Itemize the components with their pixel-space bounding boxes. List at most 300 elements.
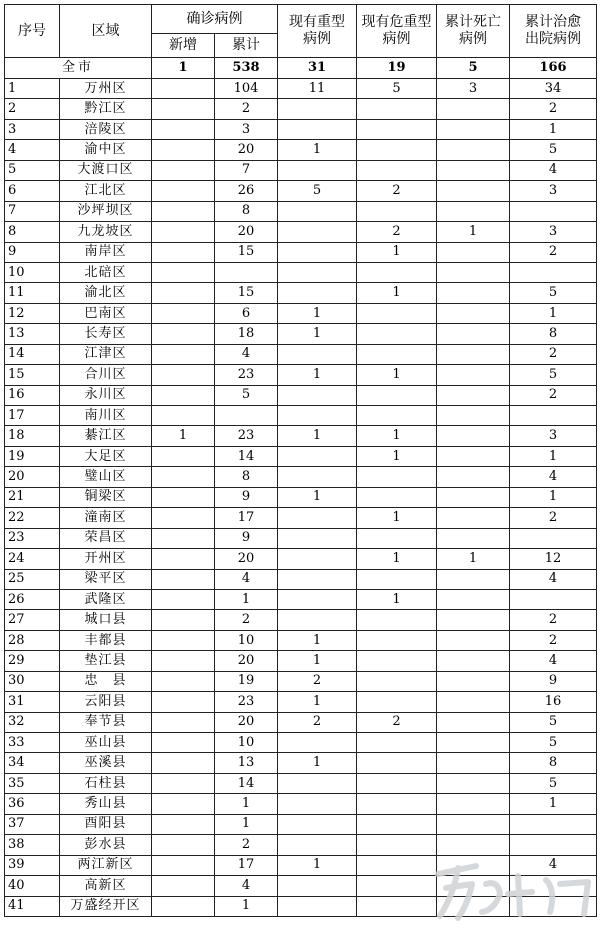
cell-new (152, 344, 215, 364)
cell-cumulative: 6 (215, 303, 278, 323)
cell-cumulative: 23 (215, 365, 278, 385)
cell-severe (278, 835, 357, 855)
cell-seq: 36 (5, 794, 60, 814)
cell-area: 开州区 (60, 549, 152, 569)
cell-seq: 38 (5, 835, 60, 855)
cell-cumulative: 8 (215, 201, 278, 221)
cell-cumulative: 19 (215, 671, 278, 691)
cell-critical: 1 (357, 589, 437, 609)
table-row (5, 835, 597, 855)
cell-cumulative (215, 262, 278, 282)
cell-area: 南岸区 (60, 242, 152, 262)
cell-cumulative: 20 (215, 222, 278, 242)
cell-area: 彭水县 (60, 835, 152, 855)
total-new: 1 (152, 58, 215, 79)
cell-severe: 1 (278, 630, 357, 650)
cell-new (152, 835, 215, 855)
cell-critical (357, 671, 437, 691)
cell-deaths (437, 773, 510, 793)
cell-critical (357, 324, 437, 344)
cell-cumulative: 2 (215, 99, 278, 119)
cell-severe (278, 569, 357, 589)
table-row (5, 528, 597, 548)
cell-cumulative: 20 (215, 140, 278, 160)
cell-new (152, 222, 215, 242)
cell-critical: 1 (357, 446, 437, 466)
cell-recovered (510, 528, 597, 548)
cell-recovered (510, 896, 597, 916)
cell-critical (357, 630, 437, 650)
cell-recovered: 9 (510, 671, 597, 691)
table-row (5, 896, 597, 916)
cell-recovered (510, 835, 597, 855)
cell-new (152, 242, 215, 262)
cell-deaths (437, 855, 510, 875)
cell-area: 秀山县 (60, 794, 152, 814)
cell-deaths: 3 (437, 79, 510, 99)
cell-severe (278, 896, 357, 916)
cell-seq: 16 (5, 385, 60, 405)
cell-critical (357, 814, 437, 834)
cell-area: 云阳县 (60, 692, 152, 712)
cell-area: 江津区 (60, 344, 152, 364)
cell-deaths (437, 733, 510, 753)
header-recovered-line2: 出院病例 (525, 31, 581, 47)
cell-seq: 28 (5, 630, 60, 650)
cell-deaths (437, 140, 510, 160)
cell-recovered (510, 262, 597, 282)
table-row (5, 467, 597, 487)
cell-cumulative: 2 (215, 835, 278, 855)
cell-severe (278, 589, 357, 609)
cell-cumulative: 1 (215, 896, 278, 916)
cell-area: 酉阳县 (60, 814, 152, 834)
cell-cumulative: 10 (215, 630, 278, 650)
cell-seq: 39 (5, 855, 60, 875)
cell-area: 涪陵区 (60, 119, 152, 139)
cell-recovered: 2 (510, 385, 597, 405)
cell-deaths (437, 569, 510, 589)
cell-severe: 1 (278, 324, 357, 344)
cell-severe: 5 (278, 181, 357, 201)
cell-recovered: 5 (510, 140, 597, 160)
cell-critical: 1 (357, 549, 437, 569)
cell-seq: 15 (5, 365, 60, 385)
cell-new (152, 365, 215, 385)
cell-deaths (437, 467, 510, 487)
table-row (5, 671, 597, 691)
cell-area: 黔江区 (60, 99, 152, 119)
cell-seq: 8 (5, 222, 60, 242)
cell-new (152, 508, 215, 528)
cell-recovered: 2 (510, 508, 597, 528)
cell-cumulative: 18 (215, 324, 278, 344)
cell-severe: 11 (278, 79, 357, 99)
cell-cumulative: 14 (215, 773, 278, 793)
cell-severe: 1 (278, 692, 357, 712)
cell-severe (278, 773, 357, 793)
table-row (5, 119, 597, 139)
cell-critical (357, 385, 437, 405)
cell-deaths (437, 119, 510, 139)
cell-recovered: 2 (510, 99, 597, 119)
cell-recovered: 5 (510, 712, 597, 732)
cell-deaths (437, 406, 510, 426)
table-row (5, 549, 597, 569)
table-row (5, 181, 597, 201)
cell-severe (278, 528, 357, 548)
cell-cumulative: 1 (215, 794, 278, 814)
cell-recovered: 2 (510, 242, 597, 262)
cell-seq: 4 (5, 140, 60, 160)
cell-cumulative (215, 406, 278, 426)
cell-recovered (510, 406, 597, 426)
cell-seq: 2 (5, 99, 60, 119)
cell-area: 沙坪坝区 (60, 201, 152, 221)
cell-critical (357, 569, 437, 589)
cell-area: 丰都县 (60, 630, 152, 650)
cell-recovered: 4 (510, 160, 597, 180)
table-row (5, 589, 597, 609)
cell-severe: 1 (278, 303, 357, 323)
cell-new (152, 773, 215, 793)
cell-recovered: 5 (510, 365, 597, 385)
cell-area: 铜梁区 (60, 487, 152, 507)
cell-critical: 1 (357, 283, 437, 303)
header-deaths (437, 5, 510, 58)
cell-new (152, 324, 215, 344)
cell-severe (278, 508, 357, 528)
cell-critical (357, 140, 437, 160)
cell-seq: 9 (5, 242, 60, 262)
cell-new (152, 814, 215, 834)
cell-cumulative: 20 (215, 549, 278, 569)
cell-seq: 17 (5, 406, 60, 426)
cell-seq: 3 (5, 119, 60, 139)
cell-severe (278, 242, 357, 262)
cell-cumulative: 1 (215, 814, 278, 834)
cell-critical (357, 303, 437, 323)
cell-area: 梁平区 (60, 569, 152, 589)
cell-cumulative: 15 (215, 283, 278, 303)
cell-severe (278, 733, 357, 753)
cell-cumulative: 4 (215, 569, 278, 589)
cell-new (152, 589, 215, 609)
cell-critical (357, 406, 437, 426)
cell-area: 荣昌区 (60, 528, 152, 548)
cell-new (152, 446, 215, 466)
cell-area: 潼南区 (60, 508, 152, 528)
total-severe: 31 (278, 58, 357, 79)
table-row (5, 262, 597, 282)
cell-severe: 1 (278, 753, 357, 773)
cell-deaths: 1 (437, 222, 510, 242)
table-row (5, 222, 597, 242)
cell-recovered (510, 814, 597, 834)
cell-deaths (437, 610, 510, 630)
cell-new (152, 262, 215, 282)
cell-new (152, 201, 215, 221)
cell-severe: 2 (278, 712, 357, 732)
cell-recovered: 1 (510, 446, 597, 466)
header-area: 区域 (60, 5, 152, 58)
cell-new (152, 692, 215, 712)
cell-area: 永川区 (60, 385, 152, 405)
header-deaths-line1: 累计死亡 (445, 14, 501, 30)
table-header (5, 5, 597, 58)
table-row (5, 630, 597, 650)
cell-deaths: 1 (437, 549, 510, 569)
cell-deaths (437, 99, 510, 119)
cell-severe: 1 (278, 651, 357, 671)
total-deaths: 5 (437, 58, 510, 79)
cell-seq: 40 (5, 876, 60, 896)
cell-cumulative: 3 (215, 119, 278, 139)
cell-deaths (437, 487, 510, 507)
cell-recovered: 5 (510, 773, 597, 793)
table-row (5, 814, 597, 834)
cell-area: 奉节县 (60, 712, 152, 732)
table-row (5, 876, 597, 896)
table-row (5, 344, 597, 364)
cell-severe (278, 262, 357, 282)
cell-deaths (437, 242, 510, 262)
cell-deaths (437, 385, 510, 405)
cell-critical (357, 855, 437, 875)
header-seq: 序号 (5, 5, 60, 58)
header-severe (278, 5, 357, 58)
cell-severe (278, 385, 357, 405)
cell-cumulative: 13 (215, 753, 278, 773)
cell-critical (357, 651, 437, 671)
epidemic-data-table (4, 4, 597, 917)
table-row (5, 712, 597, 732)
cell-area: 武隆区 (60, 589, 152, 609)
cell-critical (357, 344, 437, 364)
cell-recovered: 2 (510, 344, 597, 364)
table-row (5, 508, 597, 528)
cell-cumulative: 7 (215, 160, 278, 180)
cell-recovered: 4 (510, 855, 597, 875)
cell-deaths (437, 876, 510, 896)
cell-new (152, 876, 215, 896)
cell-seq: 33 (5, 733, 60, 753)
cell-cumulative: 26 (215, 181, 278, 201)
cell-severe (278, 446, 357, 466)
cell-cumulative: 17 (215, 508, 278, 528)
cell-new (152, 181, 215, 201)
cell-deaths (437, 651, 510, 671)
table-row (5, 160, 597, 180)
cell-critical (357, 753, 437, 773)
table-row (5, 283, 597, 303)
cell-cumulative: 5 (215, 385, 278, 405)
cell-area: 忠 县 (60, 671, 152, 691)
cell-area: 长寿区 (60, 324, 152, 344)
table-row (5, 303, 597, 323)
cell-new (152, 487, 215, 507)
cell-severe (278, 406, 357, 426)
cell-area: 巴南区 (60, 303, 152, 323)
cell-severe (278, 99, 357, 119)
cell-cumulative: 14 (215, 446, 278, 466)
cell-new (152, 896, 215, 916)
cell-seq: 10 (5, 262, 60, 282)
cell-deaths (437, 262, 510, 282)
cell-recovered: 3 (510, 181, 597, 201)
cell-cumulative: 104 (215, 79, 278, 99)
cell-new (152, 753, 215, 773)
cell-area: 垫江县 (60, 651, 152, 671)
cell-critical (357, 692, 437, 712)
cell-seq: 26 (5, 589, 60, 609)
cell-critical: 5 (357, 79, 437, 99)
cell-deaths (437, 303, 510, 323)
table-row (5, 140, 597, 160)
cell-deaths (437, 426, 510, 446)
cell-critical: 2 (357, 222, 437, 242)
cell-critical: 2 (357, 712, 437, 732)
cell-recovered (510, 876, 597, 896)
cell-deaths (437, 528, 510, 548)
cell-seq: 23 (5, 528, 60, 548)
cell-area: 巫山县 (60, 733, 152, 753)
cell-new (152, 794, 215, 814)
table-row (5, 426, 597, 446)
cell-severe (278, 222, 357, 242)
header-severe-line2: 病例 (303, 31, 331, 47)
table-row (5, 365, 597, 385)
cell-new (152, 651, 215, 671)
cell-deaths (437, 508, 510, 528)
cell-area: 南川区 (60, 406, 152, 426)
cell-recovered: 12 (510, 549, 597, 569)
cell-recovered: 1 (510, 794, 597, 814)
cell-area: 渝北区 (60, 283, 152, 303)
cell-seq: 22 (5, 508, 60, 528)
cell-cumulative: 4 (215, 876, 278, 896)
cell-new (152, 303, 215, 323)
table-row (5, 855, 597, 875)
cell-recovered (510, 201, 597, 221)
cell-new (152, 528, 215, 548)
cell-critical (357, 794, 437, 814)
cell-deaths (437, 181, 510, 201)
cell-critical: 2 (357, 181, 437, 201)
table-row (5, 406, 597, 426)
cell-new (152, 855, 215, 875)
cell-critical (357, 835, 437, 855)
table-row (5, 773, 597, 793)
table-row (5, 487, 597, 507)
cell-critical (357, 99, 437, 119)
cell-recovered: 4 (510, 569, 597, 589)
header-severe-line1: 现有重型 (289, 14, 345, 30)
cell-seq: 21 (5, 487, 60, 507)
cell-deaths (437, 344, 510, 364)
cell-recovered: 2 (510, 610, 597, 630)
cell-area: 石柱县 (60, 773, 152, 793)
cell-severe (278, 794, 357, 814)
cell-recovered: 1 (510, 303, 597, 323)
cell-seq: 30 (5, 671, 60, 691)
cell-severe (278, 610, 357, 630)
cell-severe (278, 467, 357, 487)
cell-cumulative: 15 (215, 242, 278, 262)
cell-new (152, 630, 215, 650)
cell-seq: 29 (5, 651, 60, 671)
table-row (5, 99, 597, 119)
cell-severe: 1 (278, 140, 357, 160)
cell-seq: 18 (5, 426, 60, 446)
cell-severe (278, 160, 357, 180)
cell-cumulative: 17 (215, 855, 278, 875)
cell-recovered: 1 (510, 487, 597, 507)
cell-new (152, 712, 215, 732)
cell-seq: 12 (5, 303, 60, 323)
cell-seq: 27 (5, 610, 60, 630)
cell-seq: 13 (5, 324, 60, 344)
cell-area: 大足区 (60, 446, 152, 466)
cell-recovered: 4 (510, 467, 597, 487)
cell-seq: 25 (5, 569, 60, 589)
cell-seq: 37 (5, 814, 60, 834)
cell-area: 九龙坡区 (60, 222, 152, 242)
cell-seq: 35 (5, 773, 60, 793)
cell-deaths (437, 630, 510, 650)
cell-severe: 1 (278, 487, 357, 507)
cell-new (152, 283, 215, 303)
header-recovered (510, 5, 597, 58)
table-body (5, 58, 597, 917)
cell-critical (357, 160, 437, 180)
total-label: 全市 (5, 58, 152, 79)
cell-critical (357, 262, 437, 282)
cell-critical: 1 (357, 426, 437, 446)
cell-severe: 1 (278, 426, 357, 446)
cell-deaths (437, 365, 510, 385)
cell-area: 万盛经开区 (60, 896, 152, 916)
table-row (5, 324, 597, 344)
cell-severe (278, 119, 357, 139)
cell-new (152, 406, 215, 426)
cell-deaths (437, 324, 510, 344)
cell-area: 綦江区 (60, 426, 152, 446)
cell-critical (357, 201, 437, 221)
table-row (5, 79, 597, 99)
cell-critical (357, 896, 437, 916)
total-cumulative: 538 (215, 58, 278, 79)
total-recovered: 166 (510, 58, 597, 79)
table-row (5, 651, 597, 671)
total-row (5, 58, 597, 79)
cell-new: 1 (152, 426, 215, 446)
cell-recovered: 8 (510, 324, 597, 344)
cell-area: 两江新区 (60, 855, 152, 875)
cell-severe: 2 (278, 671, 357, 691)
cell-new (152, 610, 215, 630)
cell-area: 万州区 (60, 79, 152, 99)
cell-area: 渝中区 (60, 140, 152, 160)
cell-deaths (437, 160, 510, 180)
cell-seq: 24 (5, 549, 60, 569)
cell-recovered: 5 (510, 283, 597, 303)
cell-seq: 20 (5, 467, 60, 487)
cell-recovered: 5 (510, 733, 597, 753)
cell-seq: 32 (5, 712, 60, 732)
cell-area: 璧山区 (60, 467, 152, 487)
table-row (5, 753, 597, 773)
